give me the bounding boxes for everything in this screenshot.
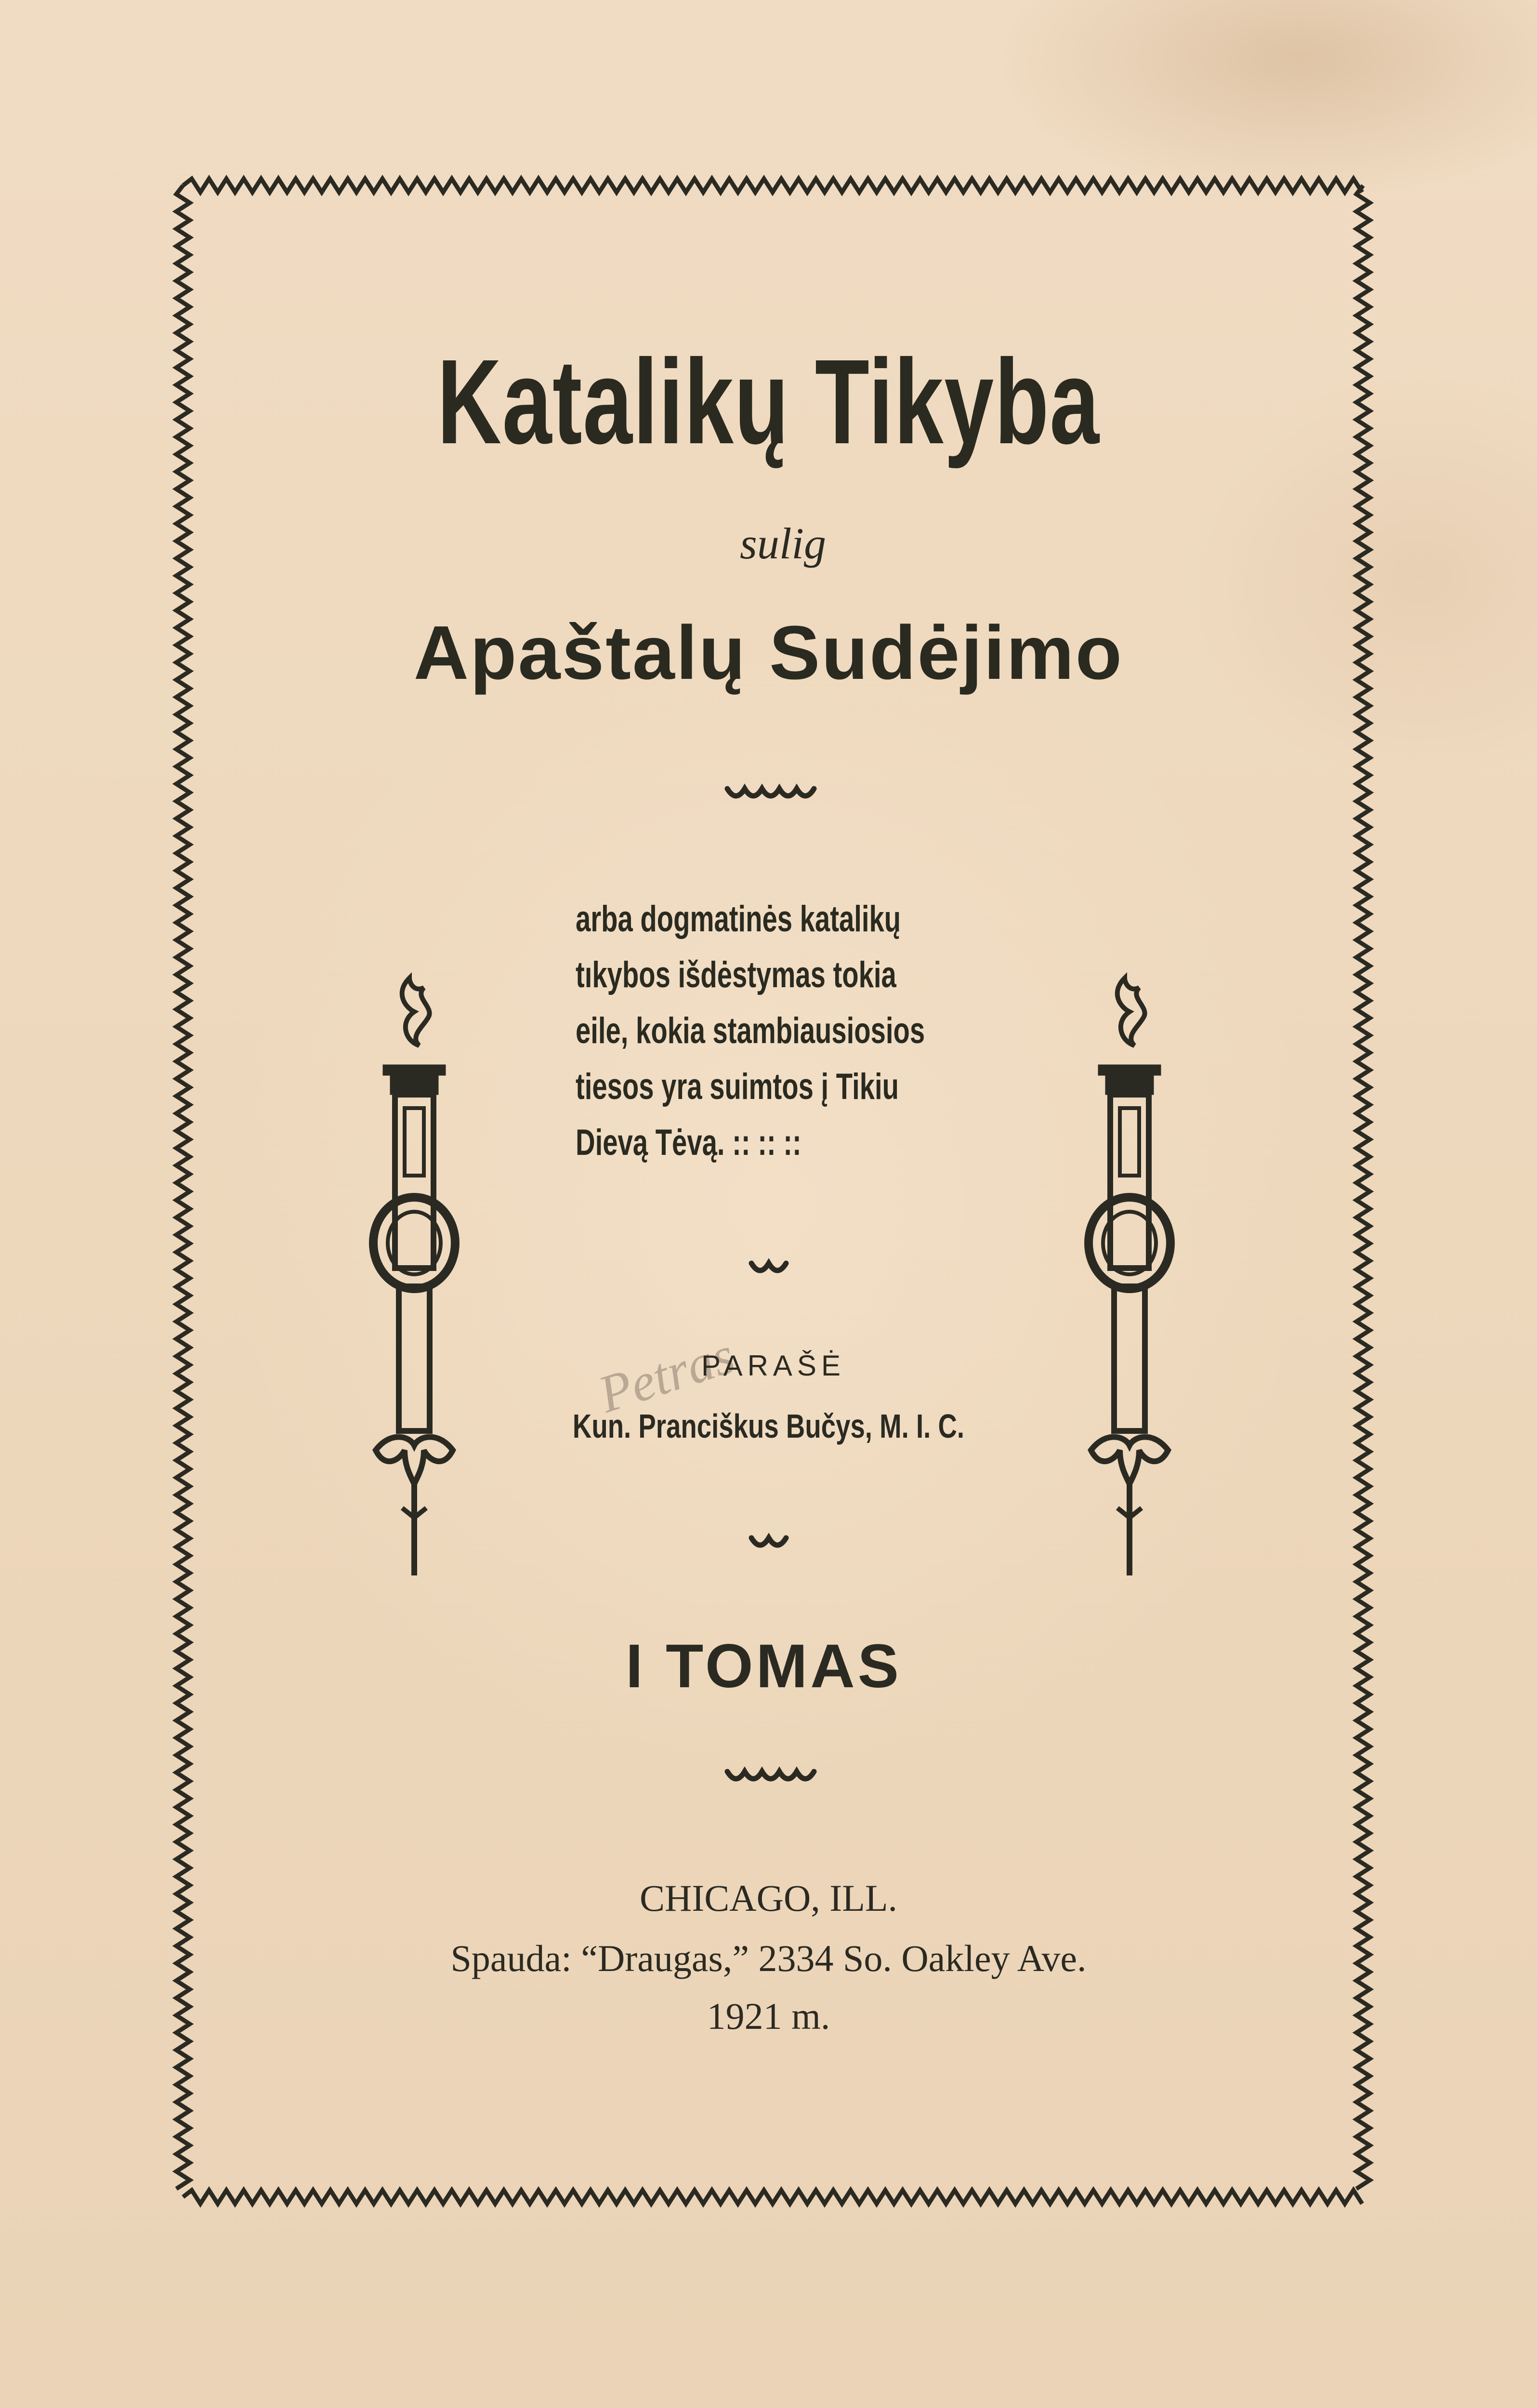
author-name: Kun. Pranciškus Bučys, M. I. C.: [572, 1407, 965, 1445]
title-connector: sulig: [740, 519, 826, 568]
author-label: PARAŠĖ: [701, 1350, 845, 1382]
description-line: tıkybos išdėstymas tokia: [576, 954, 896, 995]
squiggle-ornament-icon: [0, 1761, 1537, 1790]
torch-icon: [356, 968, 472, 1580]
handwritten-signature: Petras: [591, 1325, 741, 1424]
torch-icon: [1072, 968, 1187, 1580]
description-paragraph: [576, 891, 925, 1171]
description-line: Dievą Tėvą. :: :: ::: [576, 1122, 801, 1163]
squiggle-ornament-icon: [0, 1527, 1537, 1556]
description-line: tiesos yra suimtos į Tikiu: [576, 1066, 899, 1107]
volume-label: I TOMAS: [626, 1632, 902, 1701]
imprint-place: CHICAGO, ILL.: [639, 1877, 898, 1919]
imprint-printer: Spauda: “Draugas,” 2334 So. Oakley Ave.: [450, 1937, 1087, 1979]
book-title: Katalikų Tikyba: [437, 334, 1100, 469]
description-line: eile, kokia stambiausiosios: [576, 1010, 925, 1051]
squiggle-ornament-icon: [0, 778, 1537, 807]
imprint-year: 1921 m.: [707, 1995, 830, 2037]
squiggle-ornament-icon: [0, 1253, 1537, 1282]
description-line: arba dogmatinės katalikų: [576, 899, 901, 939]
book-subtitle: Apaštalų Sudėjimo: [413, 610, 1124, 695]
